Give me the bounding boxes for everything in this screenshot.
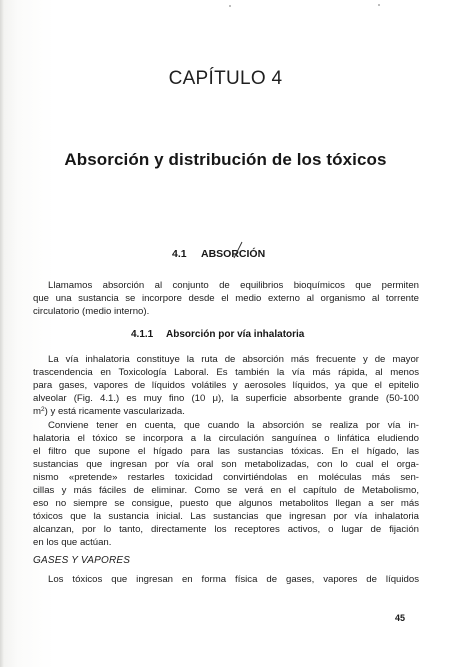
subsection-heading [131, 329, 304, 340]
text-line: eso no siempre se consigue, puesto que algunos metabolitos llegan a ser más [33, 498, 419, 509]
text-line: La vía inhalatoria constituye la ruta de absorción más frecuente y de mayor [48, 354, 419, 365]
chapter-title: Absorción y distribución de los tóxicos [64, 150, 387, 169]
section-title: ABSORCIÓN [201, 248, 266, 260]
unit-text: m [33, 406, 41, 417]
text-line: tóxicos que la sustancia inicial. Las sustancias que ingresan por vía inhalatoria [33, 511, 419, 522]
text-line: circulatorio (medio interno). [33, 306, 150, 317]
text-line: sustancias que ingresan por vía oral son metabolizadas, con lo cual el orga- [33, 459, 419, 470]
text-fragment: ) y está ricamente vascularizada. [44, 406, 185, 417]
superscript: 2 [41, 406, 45, 413]
text-line: cillas y más fáciles de eliminar. Como se verá en el capítulo de Metabolismo, [33, 485, 419, 496]
gases-heading: GASES Y VAPORES [33, 555, 131, 566]
text-line: para gases, vapores de líquidos volátiles y aerosoles líquidos, ya que el epitelio [33, 380, 419, 391]
section-number: 4.1 [172, 248, 187, 260]
page-gutter-shadow [0, 0, 4, 667]
chapter-heading: CAPÍTULO 4 [168, 68, 283, 89]
subsection-title: Absorción por vía inhalatoria [166, 329, 305, 340]
text-line: Llamamos absorción al conjunto de equilibrios bioquímicos que permiten [48, 280, 419, 291]
text-line: nismo «pretende» restarles toxicidad convirtiéndolas en moléculas más sen- [33, 472, 419, 483]
text-line: alveolar (Fig. 4.1.) es muy fino (10 μ), la superficie absorbente grande (50-100 [33, 393, 419, 404]
text-line: que una sustancia se incorpore desde el medio externo al organismo al torrente [33, 293, 419, 304]
text-line: Conviene tener en cuenta, que cuando la absorción se realiza por vía in- [48, 420, 419, 431]
text-line: el filtro que supone el hígado para las sustancias tóxicas. En el hígado, las [33, 446, 419, 457]
paragraph-inhalation [33, 353, 419, 418]
text-line: alcanzan, por lo tanto, directamente los receptores activos, o lugar de fijación [33, 524, 419, 535]
text-line: Los tóxicos que ingresan en forma física de gases, vapores de líquidos [48, 574, 419, 585]
print-speck [378, 4, 380, 6]
page-number: 45 [395, 613, 406, 623]
paragraph-liver-filter [33, 419, 419, 549]
text-line: trascendencia en Toxicología Laboral. Es también la vía más rápida, al menos [33, 367, 419, 378]
intro-paragraph [33, 279, 419, 318]
text-line: en los que actúan. [33, 537, 112, 548]
text-line: halatoria el tóxico se incorpora a la circulación sanguínea o linfática eludiendo [33, 433, 419, 444]
subsection-number: 4.1.1 [131, 329, 154, 340]
print-speck [229, 5, 231, 7]
section-heading [172, 248, 265, 260]
text-line [33, 405, 419, 418]
paragraph-gases [33, 573, 419, 586]
